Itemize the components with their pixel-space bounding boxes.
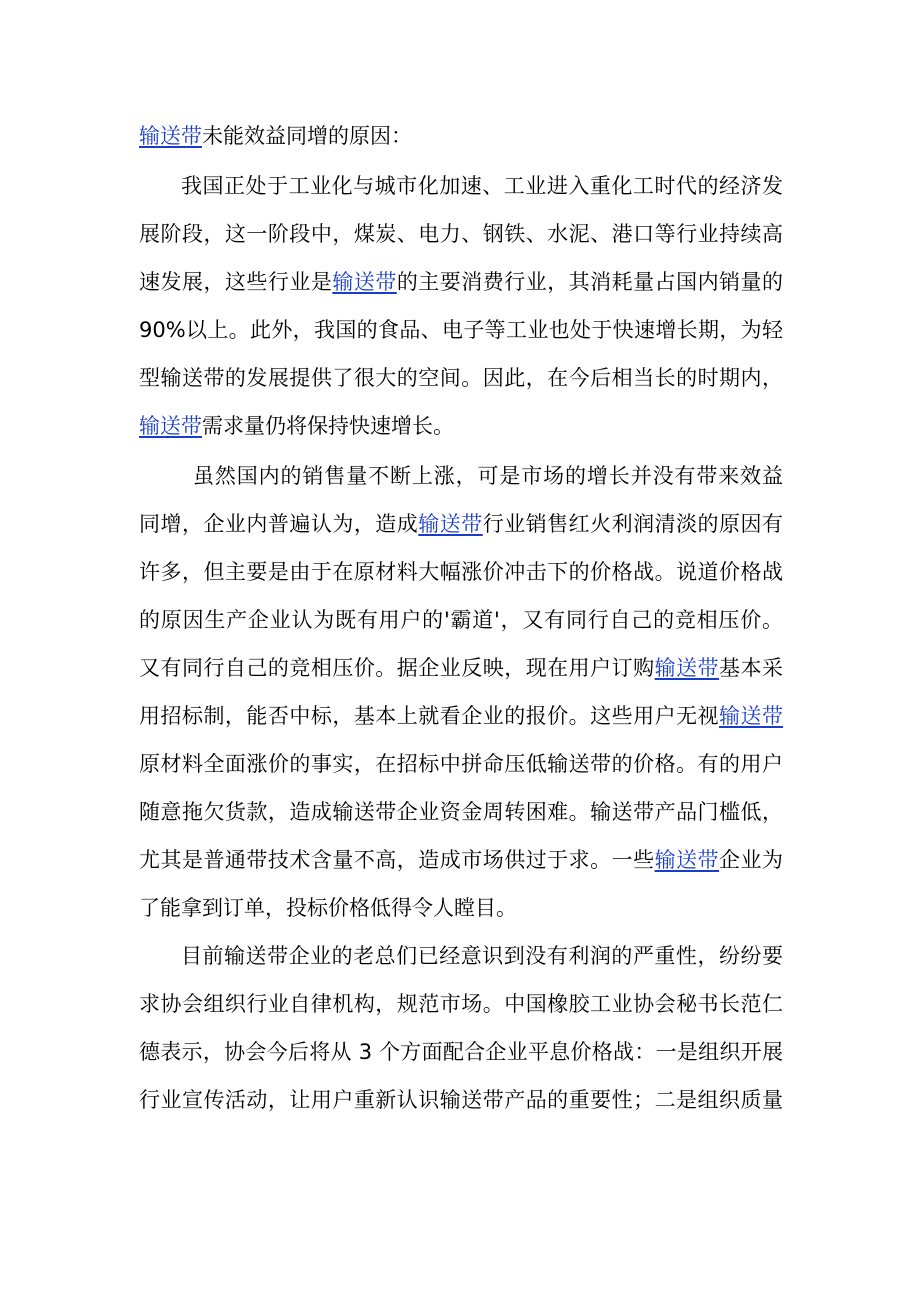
paragraph-1-line-4: 90%以上。此外，我国的食品、电子等工业也处于快速增长期，为轻 — [139, 318, 783, 342]
text-span: 企业为 — [719, 848, 783, 872]
text-span: 行业销售红火利润清淡的原因有 — [482, 512, 783, 536]
paragraph-1-line-5: 型输送带的发展提供了很大的空间。因此，在今后相当长的时期内， — [139, 366, 783, 390]
paragraph-2-line-7: 原材料全面涨价的事实，在招标中拼命压低输送带的价格。有的用户 — [139, 752, 783, 776]
paragraph-1-line-6 — [139, 406, 783, 446]
conveyor-belt-link[interactable]: 输送带 — [418, 512, 483, 536]
paragraph-2-line-3: 许多，但主要是由于在原材料大幅涨价冲击下的价格战。说道价格战 — [139, 560, 783, 584]
paragraph-2-line-10: 了能拿到订单，投标价格低得令人瞠目。 — [139, 896, 517, 920]
paragraph-2-line-8: 随意拖欠货款，造成输送带企业资金周转困难。输送带产品门槛低， — [139, 800, 783, 824]
conveyor-belt-link[interactable]: 输送带 — [654, 848, 720, 872]
paragraph-3-line-4: 行业宣传活动，让用户重新认识输送带产品的重要性；二是组织质量 — [139, 1088, 783, 1112]
text-span: 同增，企业内普遍认为，造成 — [139, 512, 419, 536]
paragraph-3-line-1: 目前输送带企业的老总们已经意识到没有利润的严重性，纷纷要 — [181, 944, 783, 968]
heading-text: 未能效益同增的原因： — [202, 124, 412, 148]
paragraph-2-line-5 — [139, 648, 783, 688]
paragraph-1-line-3 — [139, 262, 783, 302]
conveyor-belt-link[interactable]: 输送带 — [139, 124, 202, 148]
paragraph-1-line-1: 我国正处于工业化与城市化加速、工业进入重化工时代的经济发 — [181, 174, 783, 198]
paragraph-1-line-2: 展阶段，这一阶段中，煤炭、电力、钢铁、水泥、港口等行业持续高 — [139, 222, 783, 246]
conveyor-belt-link[interactable]: 输送带 — [719, 704, 783, 728]
paragraph-3-line-3: 德表示，协会今后将从 3 个方面配合企业平息价格战：一是组织开展 — [139, 1040, 783, 1064]
conveyor-belt-link[interactable]: 输送带 — [139, 414, 202, 438]
paragraph-2-line-2 — [139, 504, 783, 544]
text-span: 的主要消费行业，其消耗量占国内销量的 — [396, 270, 783, 294]
paragraph-2-line-1: 虽然国内的销售量不断上涨，可是市场的增长并没有带来效益 — [193, 464, 783, 488]
conveyor-belt-link[interactable]: 输送带 — [332, 270, 397, 294]
paragraph-2-line-4: 的原因生产企业认为既有用户的'霸道'，又有同行自己的竞相压价。 — [139, 608, 783, 632]
paragraph-3-line-2: 求协会组织行业自律机构，规范市场。中国橡胶工业协会秘书长范仁 — [139, 992, 783, 1016]
text-span: 基本采 — [719, 656, 783, 680]
text-span: 尤其是普通带技术含量不高，造成市场供过于求。一些 — [139, 848, 655, 872]
section-heading — [139, 116, 783, 156]
text-span: 速发展，这些行业是 — [139, 270, 333, 294]
text-span: 用招标制，能否中标，基本上就看企业的报价。这些用户无视 — [139, 704, 720, 728]
conveyor-belt-link[interactable]: 输送带 — [654, 656, 720, 680]
paragraph-2-line-9 — [139, 840, 783, 880]
text-span: 又有同行自己的竞相压价。据企业反映，现在用户订购 — [139, 656, 655, 680]
paragraph-2-line-6 — [139, 696, 783, 736]
text-span: 需求量仍将保持快速增长。 — [202, 414, 454, 438]
